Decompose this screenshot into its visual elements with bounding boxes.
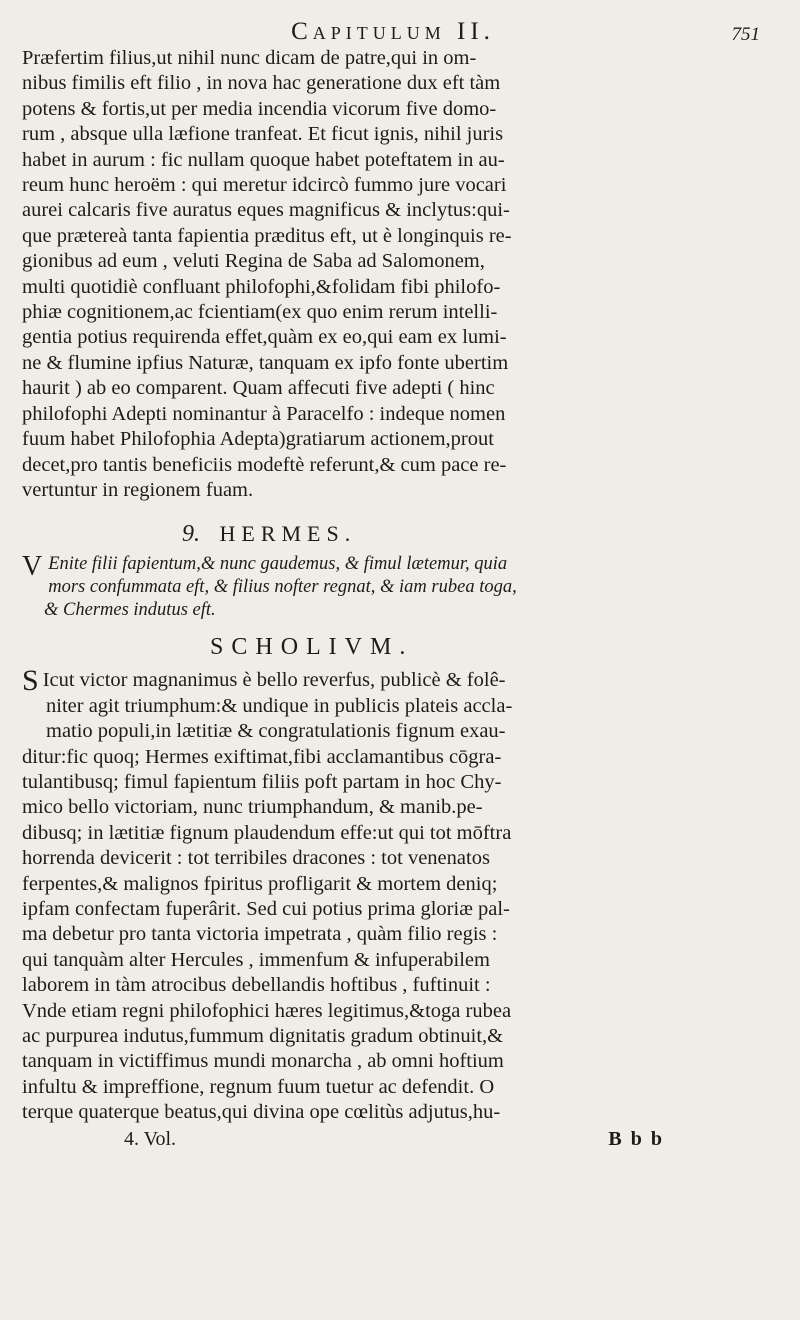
text-line: nibus fimilis eft filio , in nova hac generatione dux eft tàm: [22, 72, 501, 95]
scholium-heading: SCHOLIVM.: [210, 634, 414, 661]
text-line: ne & flumine ipfius Naturæ, tanquam ex ipfo fonte ubertim: [22, 351, 509, 374]
page-header: [22, 18, 764, 46]
text-line: phiæ cognitionem,ac fcientiam(ex quo enim rerum intelli-: [22, 301, 498, 324]
signature-mark: 4. Vol.: [124, 1127, 177, 1150]
text-line: potens & fortis,ut per media incendia vicorum five domo-: [22, 97, 497, 120]
text-line: haurit ) ab eo comparent. Quam affecuti five adepti ( hinc: [22, 377, 495, 400]
text-line: que prætereà tanta fapientia præditus eft, ut è longinquis re-: [22, 224, 512, 247]
text-line: vertuntur in regionem fuam.: [22, 478, 254, 501]
running-title: Capitulum II.: [291, 18, 495, 45]
text-line: fuum habet Philofophia Adepta)gratiarum actionem,prout: [22, 428, 494, 451]
paragraph-main: [22, 46, 764, 503]
text-line: laborem in tàm atrocibus debellandis hoftibus , fuftinuit :: [22, 974, 491, 997]
text-line: ferpentes,& malignos fpiritus profligarit & mortem deniq;: [22, 872, 498, 895]
page-number: 751: [731, 24, 760, 45]
text-line: mico bello victoriam, nunc triumphandum, & manib.pe-: [22, 796, 483, 819]
text-line: tulantibusq; fimul fapientum filiis poft partam in hoc Chy-: [22, 770, 502, 793]
hermes-quotation: [22, 553, 764, 622]
text-line: gionibus ad eum , veluti Regina de Saba ad Salomonem,: [22, 250, 485, 273]
text-line: horrenda devicerit : tot terribiles dracones : tot venenatos: [22, 847, 490, 870]
text-line: Icut victor magnanimus è bello reverfus, publicè & folê-: [42, 669, 506, 692]
scholium-initial: S: [22, 664, 39, 698]
text-line: ditur:fic quoq; Hermes exiftimat,fibi acclamantibus cōgra-: [22, 745, 502, 768]
verse-line: & Chermes indutus eft.: [44, 600, 216, 621]
verse-line: mors confummata eft, & filius nofter regnat, & iam rubea toga,: [48, 577, 517, 598]
text-line: reum hunc heroëm : qui meretur idcircò fummo jure vocari: [22, 174, 507, 197]
text-line: gentia potius requirenda effet,quàm ex eo,qui eam ex lumi-: [22, 326, 507, 349]
text-line: Vnde etiam regni philofophici hæres legitimus,&toga rubea: [22, 999, 512, 1022]
text-line: decet,pro tantis beneficiis modeftè referunt,& cum pace re-: [22, 453, 507, 476]
verse-line: Enite filii fapientum,& nunc gaudemus, & fimul lætemur, quia: [48, 554, 508, 575]
verse-initial: V: [22, 551, 43, 583]
section-number: 9.: [182, 521, 200, 548]
section-title: HERMES.: [219, 521, 357, 547]
text-line: niter agit triumphum:& undique in publicis plateis accla-: [46, 694, 513, 717]
text-line: ipfam confectam fuperârit. Sed cui potius prima gloriæ pal-: [22, 897, 510, 920]
text-line: Præfertim filius,ut nihil nunc dicam de patre,qui in om-: [22, 47, 477, 69]
text-line: dibusq; in lætitiæ fignum plaudendum effe:ut qui tot mōftra: [22, 821, 512, 844]
text-line: habet in aurum : fic nullam quoque habet poteftatem in au-: [22, 148, 505, 171]
text-line: ac purpurea indutus,fummum dignitatis gradum obtinuit,&: [22, 1025, 504, 1047]
text-line: rum , absque ulla læfione tranfeat. Et ficut ignis, nihil juris: [22, 123, 504, 146]
text-line: qui tanquàm alter Hercules , immenfum & infuperabilem: [22, 948, 490, 971]
text-line: aurei calcaris five auratus eques magnificus & inclytus:qui-: [22, 199, 510, 222]
text-line: terque quaterque beatus,qui divina ope cœlitùs adjutus,hu-: [22, 1101, 501, 1124]
text-line: ma debetur pro tanta victoria impetrata , quàm filio regis :: [22, 923, 498, 946]
text-line: multi quotidiè confluant philofophi,&folidam fibi philofo-: [22, 275, 501, 298]
text-line: tanquam in victiffimus mundi monarcha , ab omni hoftium: [22, 1050, 504, 1073]
text-line: infultu & impreffione, regnum fuum tuetur ac defendit. O: [22, 1075, 495, 1098]
text-line: philofophi Adepti nominantur à Paracelfo : indeque nomen: [22, 402, 506, 425]
catchword: B b b: [608, 1127, 664, 1150]
text-line: matio populi,in lætitiæ & congratulationis fignum exau-: [46, 720, 506, 743]
section-heading-hermes: [22, 519, 764, 549]
page-footer: [22, 1128, 764, 1154]
scholium-text: [22, 664, 764, 1125]
